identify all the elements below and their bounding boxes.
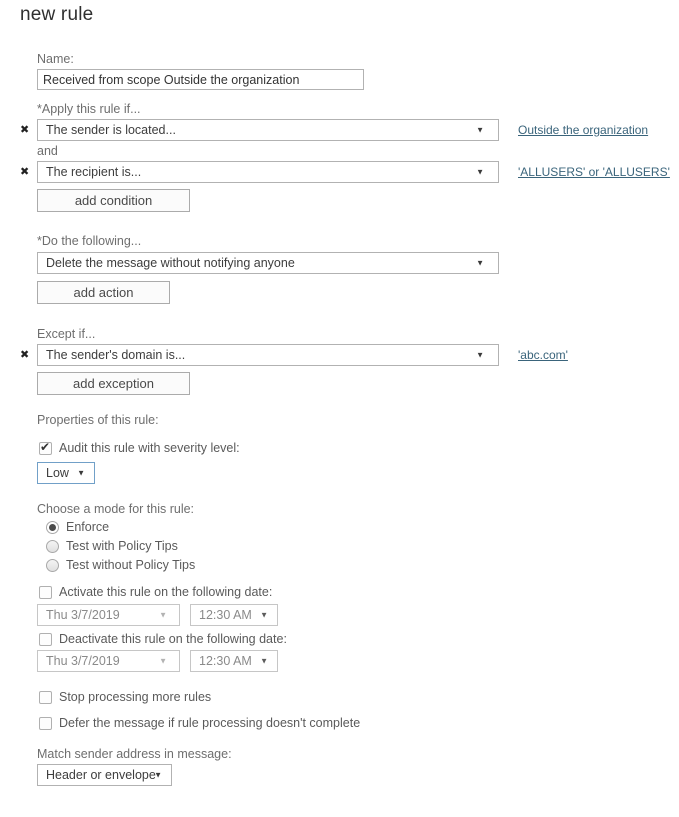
defer-checkbox[interactable]	[39, 717, 52, 730]
audit-checkbox[interactable]	[39, 439, 52, 455]
name-label: Name:	[37, 52, 74, 66]
condition-dropdown[interactable]	[37, 161, 499, 183]
chevron-down-icon: ▼	[159, 656, 167, 666]
chevron-down-icon: ▼	[476, 125, 484, 135]
exception-row	[20, 344, 679, 366]
defer-row	[39, 716, 679, 730]
deactivate-time-dropdown[interactable]	[190, 650, 278, 672]
radio-test-with-policy-tips-label: Test with Policy Tips	[66, 539, 178, 553]
chevron-down-icon: ▼	[77, 468, 85, 478]
chevron-down-icon: ▼	[476, 258, 484, 268]
condition-value-link[interactable]: Outside the organization	[518, 123, 649, 137]
activate-label: Activate this rule on the following date:	[59, 585, 273, 599]
mode-label: Choose a mode for this rule:	[37, 502, 195, 516]
exception-dropdown-value: The sender's domain is...	[46, 348, 186, 362]
deactivate-option-row	[39, 632, 679, 646]
condition-dropdown-value: The sender is located...	[46, 123, 176, 137]
match-sender-value: Header or envelope	[46, 768, 156, 782]
activate-date-row	[37, 604, 679, 626]
chevron-down-icon: ▼	[260, 656, 268, 666]
stop-processing-checkbox[interactable]	[39, 691, 52, 704]
stop-processing-label: Stop processing more rules	[59, 690, 212, 704]
radio-enforce-label: Enforce	[66, 520, 110, 534]
exception-value-link[interactable]: 'abc.com'	[518, 348, 568, 362]
rule-name-input[interactable]	[37, 69, 364, 90]
do-the-following-label: *Do the following...	[37, 234, 142, 248]
radio-test-without-policy-tips[interactable]	[46, 559, 59, 572]
chevron-down-icon: ▼	[260, 610, 268, 620]
radio-enforce[interactable]	[46, 521, 59, 534]
remove-exception-icon[interactable]: ✖	[20, 349, 30, 361]
remove-condition-icon[interactable]: ✖	[20, 124, 30, 136]
match-sender-dropdown[interactable]	[37, 764, 172, 786]
add-exception-button[interactable]: add exception	[37, 372, 190, 395]
chevron-down-icon: ▼	[476, 167, 484, 177]
condition-dropdown[interactable]	[37, 119, 499, 141]
action-dropdown[interactable]	[37, 252, 499, 274]
condition-row	[20, 119, 679, 141]
radio-dot	[49, 524, 56, 531]
audit-label: Audit this rule with severity level:	[59, 441, 240, 455]
condition-row	[20, 161, 679, 183]
exception-dropdown[interactable]	[37, 344, 499, 366]
activate-date-value: Thu 3/7/2019	[46, 608, 120, 622]
chevron-down-icon: ▼	[476, 350, 484, 360]
defer-label: Defer the message if rule processing doesn't complete	[59, 716, 361, 730]
and-joiner-label: and	[37, 144, 58, 158]
deactivate-date-value: Thu 3/7/2019	[46, 654, 120, 668]
properties-label: Properties of this rule:	[37, 413, 159, 427]
activate-option-row	[39, 585, 679, 599]
chevron-down-icon: ▼	[154, 770, 162, 780]
match-sender-label: Match sender address in message:	[37, 747, 232, 761]
activate-checkbox[interactable]	[39, 586, 52, 599]
activate-date-dropdown[interactable]	[37, 604, 180, 626]
deactivate-date-dropdown[interactable]	[37, 650, 180, 672]
apply-rule-if-label: *Apply this rule if...	[37, 102, 141, 116]
activate-time-value: 12:30 AM	[199, 608, 252, 622]
deactivate-time-value: 12:30 AM	[199, 654, 252, 668]
stop-processing-row	[39, 690, 679, 704]
severity-dropdown[interactable]	[37, 462, 95, 484]
severity-dropdown-value: Low	[46, 466, 69, 480]
action-dropdown-value: Delete the message without notifying anyone	[46, 256, 295, 270]
condition-dropdown-value: The recipient is...	[46, 165, 142, 179]
checkmark-icon: ✔	[40, 439, 51, 454]
deactivate-checkbox[interactable]	[39, 633, 52, 646]
add-condition-button[interactable]: add condition	[37, 189, 190, 212]
deactivate-label: Deactivate this rule on the following date:	[59, 632, 287, 646]
radio-test-without-policy-tips-label: Test without Policy Tips	[66, 558, 196, 572]
condition-value-link[interactable]: 'ALLUSERS' or 'ALLUSERS'	[518, 165, 670, 179]
radio-test-with-policy-tips[interactable]	[46, 540, 59, 553]
add-action-button[interactable]: add action	[37, 281, 170, 304]
deactivate-date-row	[37, 650, 679, 672]
mode-option-row	[46, 539, 679, 553]
except-if-label: Except if...	[37, 327, 96, 341]
mode-option-row	[46, 520, 679, 534]
chevron-down-icon: ▼	[159, 610, 167, 620]
mode-option-row	[46, 558, 679, 572]
audit-option-row	[39, 441, 679, 455]
remove-condition-icon[interactable]: ✖	[20, 166, 30, 178]
page-title: new rule	[20, 4, 94, 25]
activate-time-dropdown[interactable]	[190, 604, 278, 626]
